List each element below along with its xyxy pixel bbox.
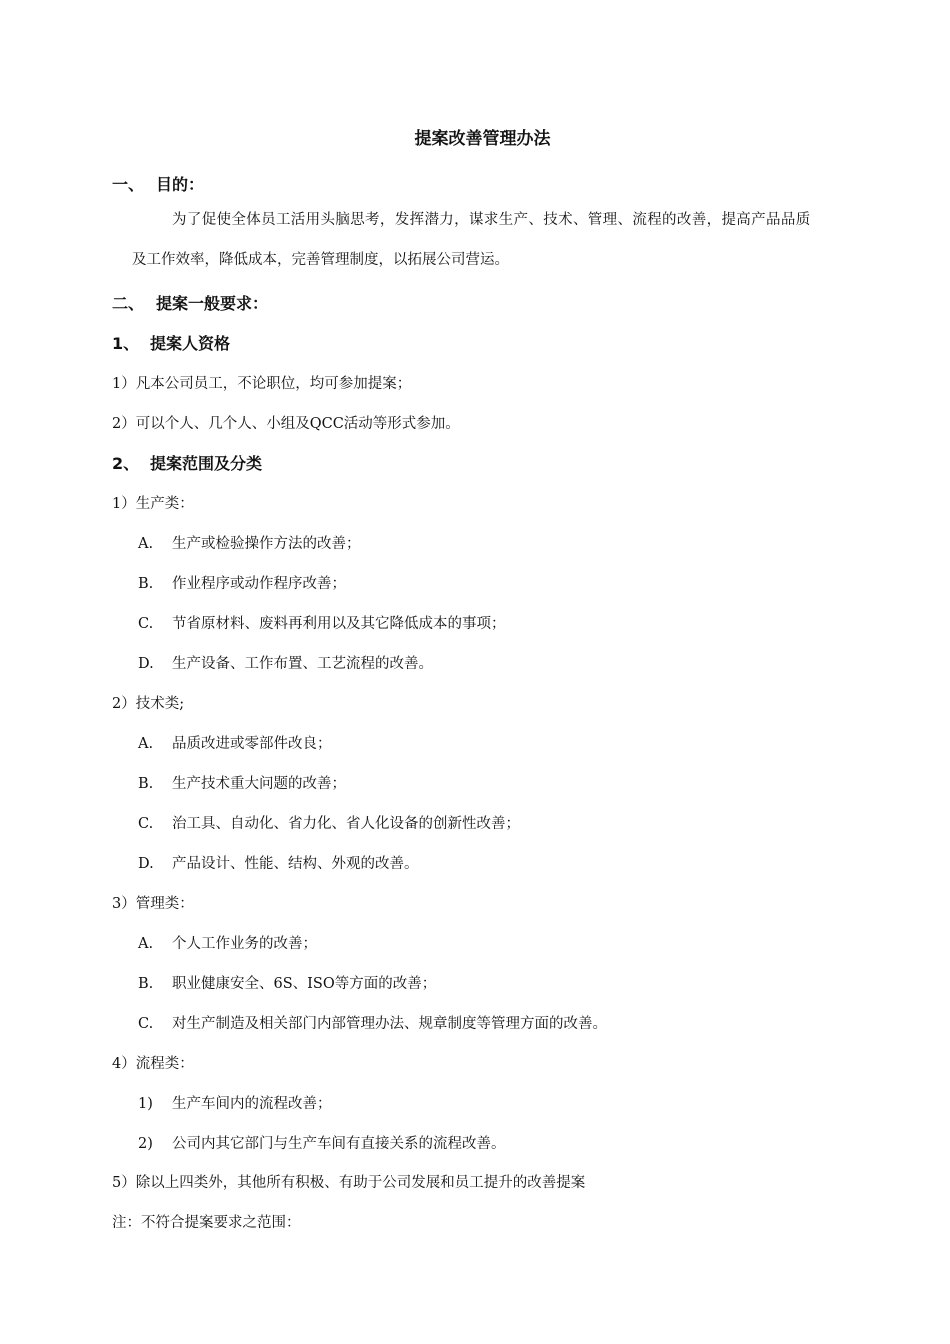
section-title: 目的： xyxy=(156,175,205,194)
list-item: 1) 生产车间内的流程改善； xyxy=(138,1096,332,1112)
category-label: 5）除以上四类外，其他所有积极、有助于公司发展和员工提升的改善提案 xyxy=(112,1175,586,1191)
document-title: 提案改善管理办法 xyxy=(414,129,551,149)
category-label: 1）生产类： xyxy=(112,496,194,512)
subsection-number: 1、 xyxy=(112,334,140,353)
paragraph-line: 及工作效率，降低成本，完善管理制度，以拓展公司营运。 xyxy=(132,252,509,268)
list-item: C. 节省原材料、废料再利用以及其它降低成本的事项； xyxy=(138,616,506,632)
subsection-2-heading xyxy=(112,451,262,474)
subsection-1-heading xyxy=(112,331,230,354)
list-line: 1）凡本公司员工，不论职位，均可参加提案； xyxy=(112,376,412,392)
list-item: A. 生产或检验操作方法的改善； xyxy=(138,536,361,552)
list-item: C. 治工具、自动化、省力化、省人化设备的创新性改善； xyxy=(138,816,520,832)
list-item: B. 职业健康安全、6S、ISO等方面的改善； xyxy=(138,976,437,992)
category-label: 4）流程类： xyxy=(112,1056,194,1072)
section-1-heading xyxy=(112,172,204,195)
list-item: C. 对生产制造及相关部门内部管理办法、规章制度等管理方面的改善。 xyxy=(138,1016,607,1032)
list-item: A. 个人工作业务的改善； xyxy=(138,936,317,952)
subsection-title: 提案人资格 xyxy=(150,334,231,353)
paragraph-line: 为了促使全体员工活用头脑思考，发挥潜力，谋求生产、技术、管理、流程的改善，提高产品品质 xyxy=(172,212,811,228)
list-item: D. 生产设备、工作布置、工艺流程的改善。 xyxy=(138,656,433,672)
list-line: 2）可以个人、几个人、小组及QCC活动等形式参加。 xyxy=(112,416,460,432)
subsection-title: 提案范围及分类 xyxy=(150,454,263,473)
subsection-number: 2、 xyxy=(112,454,140,473)
purpose-paragraph xyxy=(112,200,852,280)
list-item: B. 生产技术重大问题的改善； xyxy=(138,776,346,792)
section-number: 二、 xyxy=(112,294,145,313)
list-item: D. 产品设计、性能、结构、外观的改善。 xyxy=(138,856,419,872)
section-2-heading xyxy=(112,291,268,314)
list-item: B. 作业程序或动作程序改善； xyxy=(138,576,346,592)
section-number: 一、 xyxy=(112,175,145,194)
note-line: 注：不符合提案要求之范围： xyxy=(112,1215,301,1231)
category-label: 3）管理类： xyxy=(112,896,194,912)
list-item: 2) 公司内其它部门与生产车间有直接关系的流程改善。 xyxy=(138,1136,506,1152)
category-label: 2）技术类; xyxy=(112,696,185,712)
list-item: A. 品质改进或零部件改良； xyxy=(138,736,332,752)
section-title: 提案一般要求： xyxy=(156,294,269,313)
